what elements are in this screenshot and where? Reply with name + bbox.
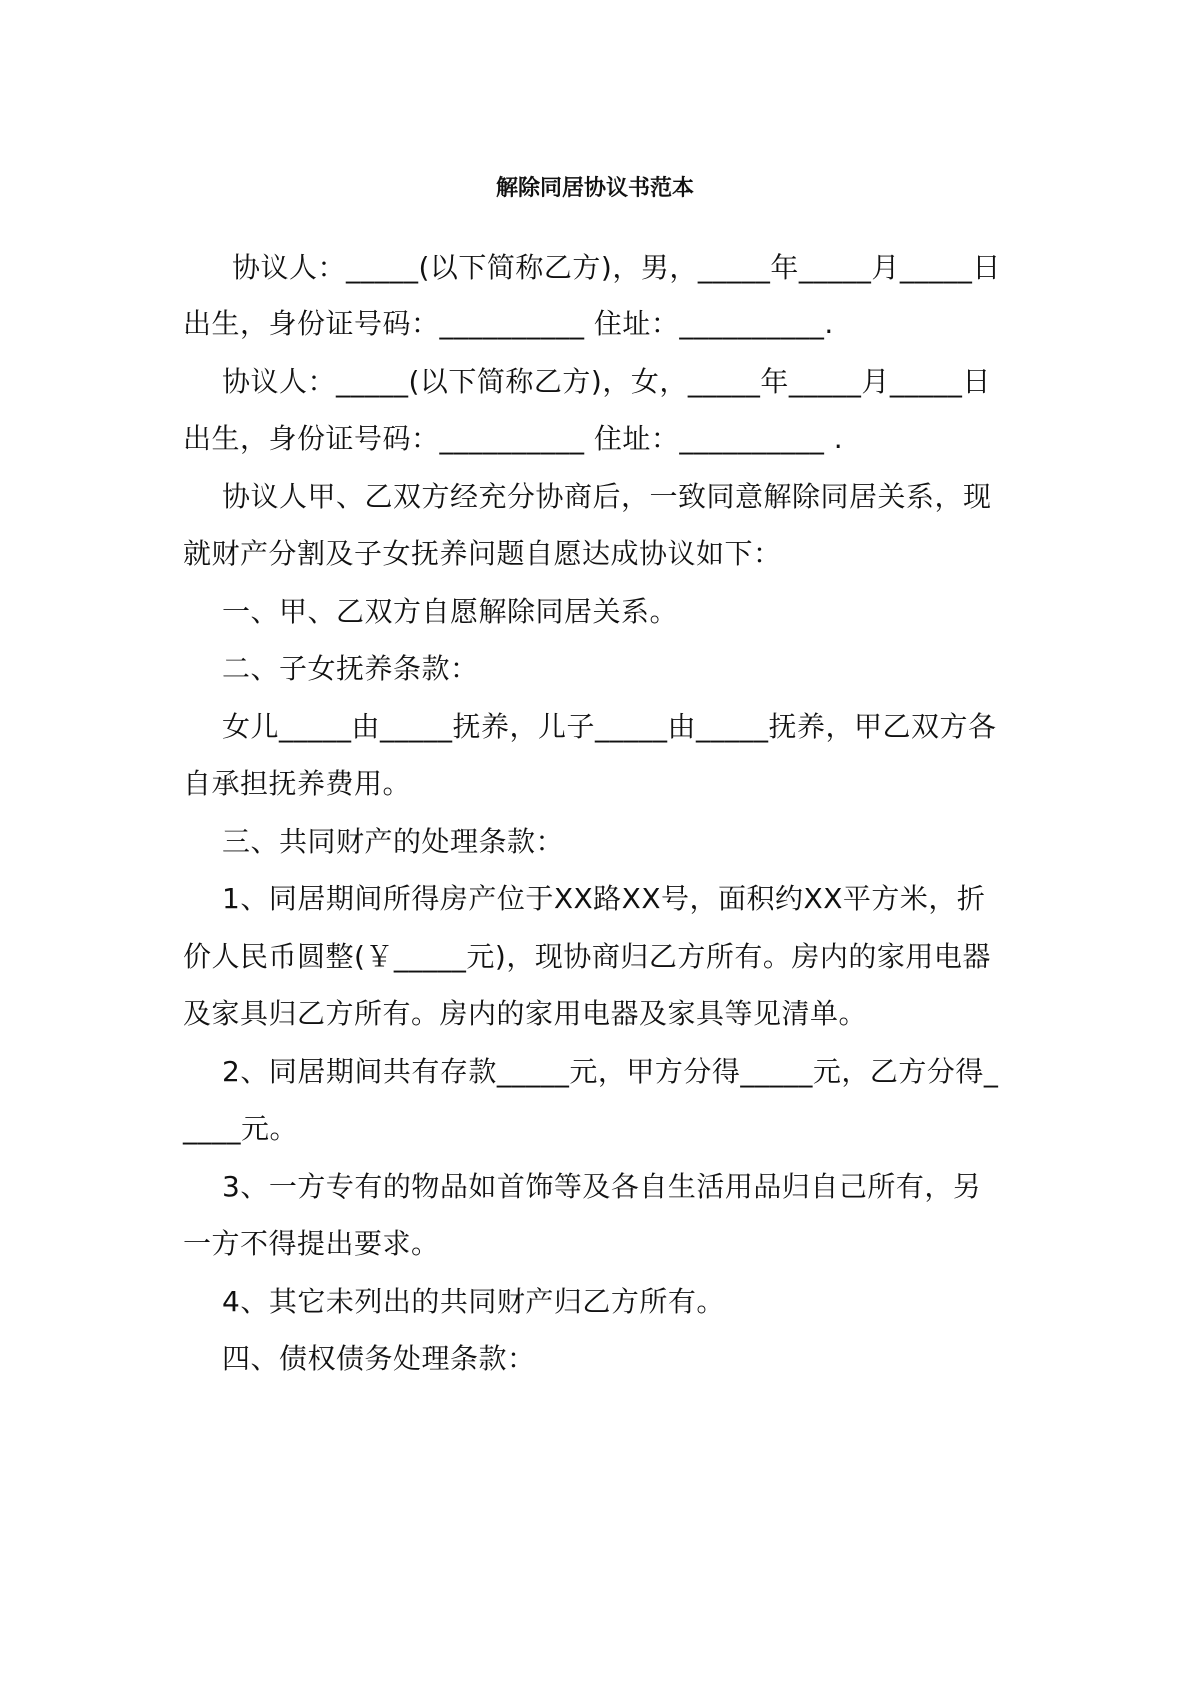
document-title: 解除同居协议书范本	[495, 176, 694, 201]
section-heading: 二、子女抚养条款：	[222, 652, 479, 685]
paragraph-line: ____元。	[183, 1112, 299, 1145]
section-heading: 四、债权债务处理条款：	[222, 1342, 536, 1375]
paragraph-line: 自承担抚养费用。	[183, 767, 412, 800]
paragraph-line: 就财产分割及子女抚养问题自愿达成协议如下：	[183, 537, 782, 570]
paragraph-line: 出生，身份证号码：__________ 住址：__________ .	[183, 422, 844, 455]
paragraph-line: 3、一方专有的物品如首饰等及各自生活用品归自己所有，另	[222, 1170, 982, 1203]
paragraph-line: 协议人：_____(以下简称乙方)，女，_____年_____月_____日	[222, 365, 991, 398]
paragraph-line: 2、同居期间共有存款_____元，甲方分得_____元，乙方分得_	[222, 1055, 999, 1088]
paragraph-line: 女儿_____由_____抚养，儿子_____由_____抚养，甲乙双方各	[222, 710, 997, 743]
paragraph-line: 及家具归乙方所有。房内的家用电器及家具等见清单。	[183, 997, 868, 1030]
paragraph-line: 一、甲、乙双方自愿解除同居关系。	[222, 595, 679, 628]
paragraph-line: 价人民币圆整(￥_____元)，现协商归乙方所有。房内的家用电器	[183, 940, 991, 973]
paragraph-line: 出生，身份证号码：__________ 住址：__________.	[183, 307, 834, 340]
paragraph-line: 4、其它未列出的共同财产归乙方所有。	[222, 1285, 725, 1318]
paragraph-line: 1、同居期间所得房产位于XX路XX号，面积约XX平方米，折	[222, 882, 986, 915]
section-heading: 三、共同财产的处理条款：	[222, 825, 565, 858]
paragraph-line: 一方不得提出要求。	[183, 1227, 440, 1260]
paragraph-line: 协议人甲、乙双方经充分协商后，一致同意解除同居关系，现	[222, 480, 992, 513]
paragraph-line: 协议人：_____(以下简称乙方)，男，_____年_____月_____日	[232, 251, 1001, 284]
